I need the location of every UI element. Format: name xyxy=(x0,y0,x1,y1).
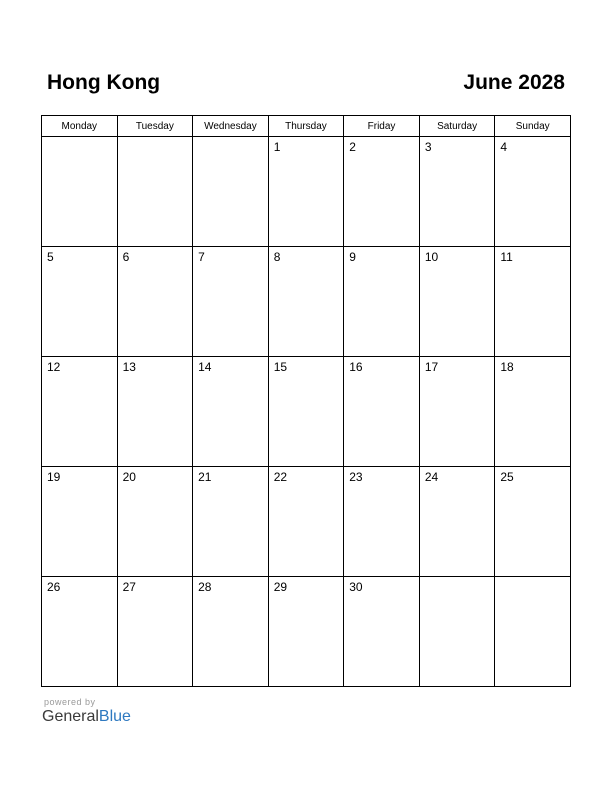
day-cell xyxy=(42,137,118,247)
day-cell xyxy=(419,137,495,247)
day-cell xyxy=(495,467,571,577)
day-cell xyxy=(268,357,344,467)
week-row xyxy=(42,357,571,467)
weekday-header: Tuesday xyxy=(117,116,193,137)
week-row xyxy=(42,467,571,577)
day-number xyxy=(42,137,117,140)
day-cell xyxy=(42,467,118,577)
day-cell xyxy=(193,467,269,577)
day-number: 28 xyxy=(198,580,212,594)
day-cell xyxy=(419,357,495,467)
day-number: 9 xyxy=(349,250,356,264)
day-number: 21 xyxy=(198,470,212,484)
day-number: 17 xyxy=(424,360,439,374)
day-cell xyxy=(42,577,118,687)
day-cell xyxy=(495,357,571,467)
day-cell xyxy=(419,577,495,687)
day-number: 12 xyxy=(47,360,61,374)
day-number: 27 xyxy=(122,580,136,594)
day-number: 22 xyxy=(273,470,288,484)
day-cell xyxy=(495,577,571,687)
weekday-header: Thursday xyxy=(268,116,344,137)
day-number: 2 xyxy=(349,140,356,154)
region-title: Hong Kong xyxy=(47,71,161,94)
day-number: 10 xyxy=(424,250,439,264)
day-number: 1 xyxy=(273,140,281,154)
powered-by-text: powered by xyxy=(44,697,96,707)
day-number: 16 xyxy=(349,360,363,374)
day-cell xyxy=(268,467,344,577)
day-cell xyxy=(193,137,269,247)
month-year-title: June 2028 xyxy=(463,71,565,94)
day-cell xyxy=(117,137,193,247)
day-cell xyxy=(268,137,344,247)
day-cell xyxy=(344,577,420,687)
day-cell xyxy=(42,357,118,467)
weekday-header: Saturday xyxy=(419,116,495,137)
day-cell xyxy=(193,577,269,687)
day-cell xyxy=(344,137,420,247)
generalblue-logo xyxy=(42,708,131,726)
day-number: 6 xyxy=(122,250,130,264)
weekday-header: Sunday xyxy=(495,116,571,137)
day-cell xyxy=(419,247,495,357)
weekday-header: Friday xyxy=(344,116,420,137)
day-number: 23 xyxy=(349,470,363,484)
day-number: 26 xyxy=(47,580,61,594)
weekday-header: Monday xyxy=(42,116,118,137)
day-number: 13 xyxy=(122,360,136,374)
day-number: 8 xyxy=(273,250,281,264)
day-cell xyxy=(344,467,420,577)
day-number xyxy=(495,577,570,580)
week-row xyxy=(42,137,571,247)
day-cell xyxy=(344,247,420,357)
week-row xyxy=(42,577,571,687)
day-cell xyxy=(344,357,420,467)
day-number: 25 xyxy=(500,470,514,484)
day-cell xyxy=(495,137,571,247)
day-cell xyxy=(42,247,118,357)
day-number: 5 xyxy=(47,250,54,264)
day-number: 7 xyxy=(198,250,205,264)
day-cell xyxy=(193,247,269,357)
day-number: 30 xyxy=(349,580,363,594)
day-number: 15 xyxy=(273,360,288,374)
week-row xyxy=(42,247,571,357)
day-number: 11 xyxy=(500,250,513,264)
day-cell xyxy=(117,247,193,357)
brand-general: General xyxy=(42,708,99,725)
day-number: 29 xyxy=(273,580,288,594)
day-number: 20 xyxy=(122,470,136,484)
weekday-header: Wednesday xyxy=(193,116,269,137)
day-number: 24 xyxy=(424,470,439,484)
day-cell xyxy=(419,467,495,577)
day-cell xyxy=(117,357,193,467)
day-cell xyxy=(117,577,193,687)
day-cell xyxy=(117,467,193,577)
day-cell xyxy=(495,247,571,357)
day-number xyxy=(118,137,193,140)
day-cell xyxy=(268,247,344,357)
day-number: 4 xyxy=(500,140,508,154)
calendar-grid xyxy=(41,115,571,687)
day-cell xyxy=(268,577,344,687)
day-number: 14 xyxy=(198,360,212,374)
day-number: 3 xyxy=(424,140,432,154)
day-number xyxy=(193,137,268,140)
weekday-header-row xyxy=(42,116,571,137)
day-number: 19 xyxy=(47,470,61,484)
day-cell xyxy=(193,357,269,467)
day-number xyxy=(420,577,495,580)
brand-blue: Blue xyxy=(98,708,131,725)
day-number: 18 xyxy=(500,360,514,374)
